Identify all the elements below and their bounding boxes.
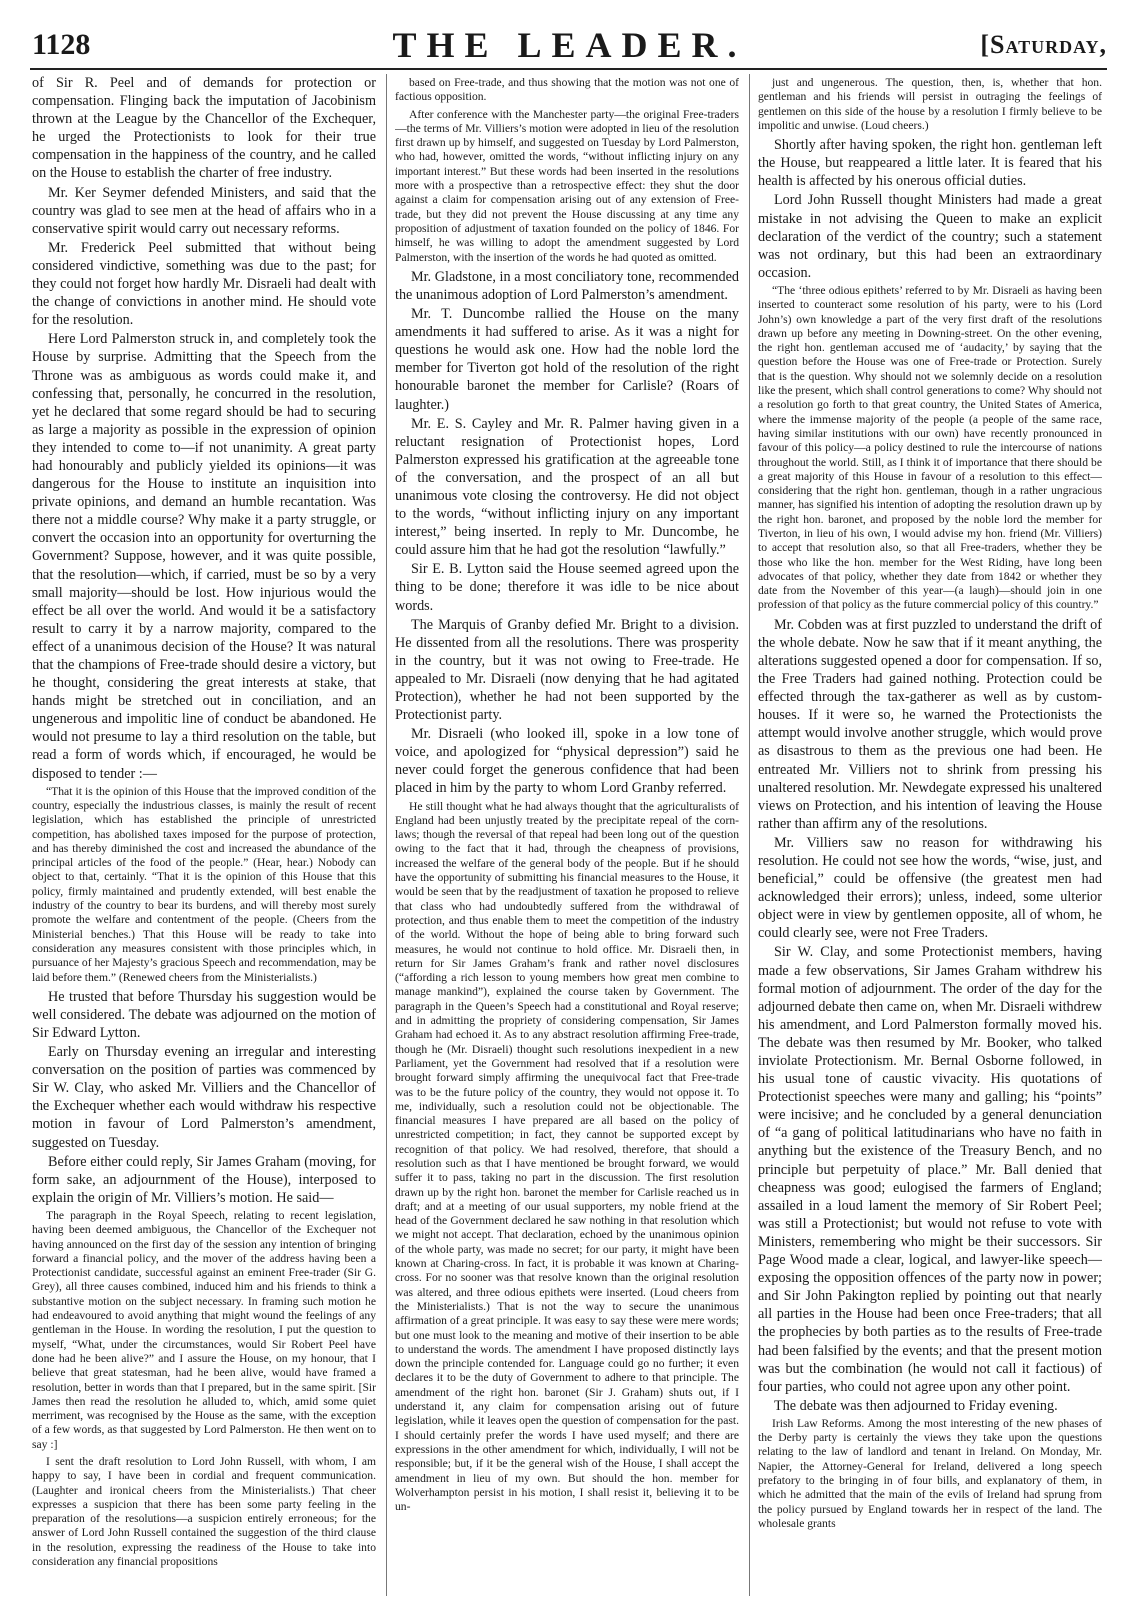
issue-day: [Saturday, bbox=[980, 30, 1107, 59]
article-paragraph: Before either could reply, Sir James Graham (moving, for form sake, an adjournment of the House), interposed to explain the origin of Mr. Villiers’s motion. He said— bbox=[32, 1153, 376, 1206]
article-paragraph: He trusted that before Thursday his suggestion would be well considered. The debate was adjourned on the motion of Sir Edward Lytton. bbox=[32, 988, 376, 1041]
article-paragraph: Here Lord Palmerston struck in, and completely took the House by surprise. Admitting that the Speech from the Throne was as ambiguous as words could make it, and confessing that, personally, he concurred in the resolution, yet he declared that some regard should be had to securing as large a majority as possible in the expression of opinion they intended to come to—if not unanimity. A great party had honourably and publicly yielded its opinions—it was dangerous for the House to institute an inquisition into private opinions, and demand an humble recantation. Was there not a middle course? Why make it a party struggle, or convert the occasion into an opportunity for overturning the Government? Suppose, however, and it was quite possible, that the resolution—which, if carried, must be so by a very small majority—should be lost. How injurious would the effect be all over the world. And would it be a satisfactory result to carry it by a narrow majority, compared to the effect of a unanimous decision of the House? It was natural that the champions of Free-trade should desire a victory, but he thought, considering the great interests at stake, that hands might be stretched out in conciliation, and an ungenerous and impolitic line of conduct be abandoned. He would not presume to lay a third resolution on the table, but read a form of words which, if encouraged, he would be disposed to tender :— bbox=[32, 331, 376, 782]
masthead bbox=[32, 24, 1107, 68]
quoted-speech-paragraph: just and ungenerous. The question, then, is, whether that hon. gentleman and his friends will persist in outraging the feelings of gentlemen on this side of the house by a resolution I firmly believe to be impolitic and unwise. (Loud cheers.) bbox=[758, 76, 1102, 132]
article-paragraph: Mr. Cobden was at first puzzled to understand the drift of the whole debate. Now he saw that if it meant anything, the alterations suggested opened a door for compensation. If so, the Free Traders had gained nothing. Protection could be effected through the tax-gatherer as well as by custom-houses. If it were so, he warned the Protectionists the attempt would involve another struggle, which would prove as disastrous to them as the previous one had been. He entreated Mr. Villiers not to shrink from pressing his unaltered resolution. Mr. Newdegate expressed his unaltered views on Protection, and his intention of leaving the House rather than affirm any of the resolutions. bbox=[758, 616, 1102, 832]
column-2 bbox=[395, 74, 739, 1594]
header-rule bbox=[30, 68, 1107, 70]
column-1 bbox=[32, 74, 376, 1594]
quoted-speech-paragraph: He still thought what he had always thought that the agriculturalists of England had been unjustly treated by the precipitate repeal of the corn-laws; though the reversal of that repeal had been long out of the question owing to the fact that it had, through the cheapness of provisions, increased the welfare of the general body of the people. But if he should have the opportunity of submitting his financial measures to the House, it would be seen that by the readjustment of taxation he proposed to relieve that class who had undoubtedly suffered from the withdrawal of protection, and thus enable them to meet the competition of the industry of the world. Without the hope of being able to bring forward such measures, he would not continue to hold office. Mr. Disraeli then, in return for Sir James Graham’s frank and rather novel disclosures (“affording a rich lesson to young members how great men combine to manage mankind”), explained the course taken by Government. The paragraph in the Queen’s Speech had a constitutional and Royal reserve; and in admitting the propriety of considering compensation, Sir James Graham had echoed it. As to any abstract resolution affirming Free-trade, though he (Mr. Disraeli) thought such resolutions inexpedient in a new Parliament, yet the Government had resolved that if a resolution were brought forward simply affirming the unequivocal fact that Free-trade was to be the future policy of the country, they would not oppose it. To me, individually, such a resolution could not be objectionable. The financial measures I have prepared are all based on the policy of unrestricted competition; in fact, they cannot be supported except by recognition of that policy. We had resolved, therefore, that should a resolution such as that I have mentioned be brought forward, we would suffer it to pass, taking no part in the discussion. The first resolution drawn up by the right hon. baronet the member for Carlisle reached us in draft; and at a meeting of our usual supporters, my noble friend at the head of the Government declared he saw nothing in that resolution which we might not accept. That declaration, echoed by the unanimous opinion of the whole party, was made no secret; for our party, it might have been known at Charing-cross. In fact, it is probable it was known at Charing-cross. For no sooner was that resolve known than the original resolution was altered, and three odious epithets were inserted. (Loud cheers from the Ministerialists.) That is not the way to secure the unanimous affirmation of a great principle. It was easy to say these were mere words; but one must look to the meaning and motive of their insertion to be able to understand the words. The amendment I have proposed distinctly lays down the principle contended for. Language could go no further; it even declares it to be the duty of Government to adhere to that principle. The amendment of the right hon. baronet (Sir J. Graham) shuts out, if I understand it, any claim for compensation arising out of future legislation, while it leaves open the question of compensation for the past. I should certainly prefer the words I have used myself; and there are expressions in the other amendment for which, individually, I will not be responsible; but, if it be the general wish of the House, I shall accept the amendment in lieu of my own. But should the hon. member for Wolverhampton persist in his motion, I shall resist it, believing it to be un- bbox=[395, 799, 739, 1514]
article-paragraph: Early on Thursday evening an irregular and interesting conversation on the position of parties was commenced by Sir W. Clay, who asked Mr. Villiers and the Chancellor of the Exchequer whether each would withdraw his respective motion in favour of Lord Palmerston’s amendment, suggested on Tuesday. bbox=[32, 1044, 376, 1151]
article-paragraph: Mr. E. S. Cayley and Mr. R. Palmer having given in a reluctant resignation of Protectionist hopes, Lord Palmerston expressed his gratification at the agreeable tone of the conversation, and the prospect of an all but unanimous vote closing the controversy. He did not object to the words, “without inflicting injury on any important interest,” being inserted. In reply to Mr. Duncombe, he could assure him that he had got the resolution “lawfully.” bbox=[395, 415, 739, 559]
quoted-speech-paragraph: I sent the draft resolution to Lord John Russell, with whom, I am happy to say, I have been in cordial and frequent communication. (Laughter and ironical cheers from the Ministerialists.) That cheer expresses a suspicion that there has been some party feeling in the preparation of the resolutions—a suspicion entirely erroneous; for the answer of Lord John Russell contained the suggestion of the third clause in the resolution, expressing the readiness of the House to take into consideration any financial propositions bbox=[32, 1454, 376, 1569]
article-paragraph: Mr. Disraeli (who looked ill, spoke in a low tone of voice, and apologized for “physical depression”) said he never could forget the generous confidence that had been placed in him by the party to whom Lord Granby referred. bbox=[395, 726, 739, 797]
quoted-speech-paragraph: The paragraph in the Royal Speech, relating to recent legislation, having been deemed ambiguous, the Chancellor of the Exchequer not having announced on the first day of the session any intention of bringing forward a financial policy, and the mover of the address having been a Protectionist candidate, successful against an eminent Free-trader (Sir G. Grey), all three causes combined, induced him and his friends to think a substantive motion on the subject necessary. In framing such motion he had endeavoured to avoid anything that might wound the feelings of any gentleman in the House. In wording the resolution, I put the question to myself, “What, under the circumstances, would Sir Robert Peel have done had he been alive?” and I assure the House, on my honour, that I believe that great statesman, had he been alive, would have framed a resolution, better in words than that I prepared, but in the same spirit. [Sir James then read the resolution he alluded to, which, amid some quiet merriment, was recognised by the House as the same, with the exception of a few words, as that suggested by Lord Palmerston. He then went on to say :] bbox=[32, 1208, 376, 1451]
quoted-speech-paragraph: After conference with the Manchester party—the original Free-traders—the terms of Mr. Villiers’s motion were adopted in lieu of the resolution first drawn up by himself, and suggested on Tuesday by Lord Palmerston, who had, however, omitted the words, “without inflicting injury on any important interest.” But these words had been inserted in the resolutions more with a prospective than a retrospective effect: they shut the door against a claim for compensation arising out of any extension of Free-trade, but they did not prevent the House discussing at any time any proposition of adjustment of taxation founded on the policy of 1846. For himself, he was willing to adopt the amendment suggested by Lord Palmerston, with the insertion of the words he had quoted as omitted. bbox=[395, 107, 739, 264]
article-paragraph: Mr. T. Duncombe rallied the House on the many amendments it had suffered to arise. As it was a night for questions he would ask one. How had the noble lord the member for Tiverton got hold of the resolution of the right honourable baronet the member for Carlisle? (Roars of laughter.) bbox=[395, 306, 739, 413]
article-paragraph: of Sir R. Peel and of demands for protection or compensation. Flinging back the imputation of Jacobinism thrown at the League by the Chancellor of the Exchequer, he urged the Protectionists to look for their true compensation in the happiness of the country, and he called on the House to establish the charter of free industry. bbox=[32, 75, 376, 182]
article-paragraph: The Marquis of Granby defied Mr. Bright to a division. He dissented from all the resolutions. There was prosperity in the country, but it was not owing to Free-trade. He appealed to Mr. Disraeli (now denying that he had agitated Protection), whether he had not been supported by the Protectionist party. bbox=[395, 616, 739, 724]
quoted-speech-paragraph: “The ‘three odious epithets’ referred to by Mr. Disraeli as having been inserted to counteract some resolution of his party, were to his (Lord John’s) own knowledge a part of the very first draft of the resolutions drawn up before any meeting in Downing-street. On the other evening, the right hon. gentleman accused me of ‘audacity,’ by saying that the question before the House was one of Free-trade or Protection. Surely that is the question. Why should not we solemnly decide on a resolution like the present, which shall control generations to come? Why should not a resolution go forth to that great country, the United States of America, where the immense majority of the people (a people of the same race, having similar institutions with our own) have recently pronounced in favour of this policy—a policy destined to rule the intercourse of nations throughout the world. Still, as I think it of importance that there should be a great majority of this House in favour of a resolution to this effect—considering that the right hon. gentleman, though in a rather ungracious manner, has signified his intention of adopting the resolution drawn up by the right hon. baronet, and proposed by the noble lord the member for Tiverton, in lieu of his own, I would advise my hon. friend (Mr. Villiers) to accept that resolution also, so that all Free-traders, whether they be those who like the hon. member for the West Riding, have long been advocates of that policy, whether they date from 1842 or whether they date from the November of this year—(a laugh)—should join in one profession of that policy as the future commercial policy of this country.” bbox=[758, 283, 1102, 612]
quoted-speech-paragraph: based on Free-trade, and thus showing that the motion was not one of factious opposition. bbox=[395, 76, 739, 104]
column-3 bbox=[758, 74, 1102, 1594]
paper-title: THE LEADER. bbox=[392, 25, 747, 65]
article-paragraph: Sir W. Clay, and some Protectionist members, having made a few observations, Sir James Graham withdrew his formal motion of adjournment. The order of the day for the adjourned debate then came on, when Mr. Disraeli withdrew his amendment, and Lord Palmerston formally moved his. The debate was then resumed by Mr. Booker, who talked inviolate Protectionism. Mr. Bernal Osborne followed, in his usual tone of caustic vivacity. His quotations of Protectionist speeches were many and galling; his “points” were incisive; and he concluded by a general denunciation of “a gang of political latitudinarians who have no faith in anything but the existence of the Treasury Bench, and no principle but perpetuity of place.” Mr. Ball denied that cheapness was good; eulogised the farmers of England; assailed in a loud lament the memory of Sir Robert Peel; was still a Protectionist; but would not refuse to vote with Ministers, remembering who might be their successors. Sir Page Wood made a clear, logical, and lawyer-like speech—exposing the opposition offences of the party now in power; and Sir John Pakington replied by pointing out that nearly all parties in the House had been once Free-traders; that all the prophecies by both parties as to the results of Free-trade had been falsified by the events; and that the present motion was but the combination (he would not call it factious) of four parties, who could not agree upon any other point. bbox=[758, 944, 1102, 1395]
article-paragraph: Lord John Russell thought Ministers had made a great mistake in not advising the Queen to make an explicit declaration of the verdict of the country; such a statement was not ordinary, but this had been an extraordinary occasion. bbox=[758, 192, 1102, 281]
article-paragraph: Sir E. B. Lytton said the House seemed agreed upon the thing to be done; therefore it was idle to be nice about words. bbox=[395, 561, 739, 614]
article-paragraph: Mr. Frederick Peel submitted that without being considered vindictive, something was due to the past; for they could not forget how hardly Mr. Disraeli had dealt with the change of convictions in another mind. He should vote for the resolution. bbox=[32, 239, 376, 329]
article-paragraph: Shortly after having spoken, the right hon. gentleman left the House, but reappeared a little later. It is feared that his health is affected by his onerous official duties. bbox=[758, 137, 1102, 190]
quoted-speech-paragraph: Irish Law Reforms. Among the most interesting of the new phases of the Derby party is certainly the views they take upon the questions relating to the law of landlord and tenant in Ireland. On Monday, Mr. Napier, the Attorney-General for Ireland, delivered a long speech prefatory to the bringing in of four bills, and explanatory of them, in which he admitted that the main of the evils of Ireland had sprung from the policy pursued by England towards her in respect of the land. The wholesale grants bbox=[758, 1416, 1102, 1530]
column-divider bbox=[386, 74, 387, 1596]
article-paragraph: The debate was then adjourned to Friday evening. bbox=[774, 1397, 1058, 1414]
page-number: 1128 bbox=[32, 28, 91, 61]
article-paragraph: Mr. Ker Seymer defended Ministers, and said that the country was glad to see men at the head of affairs who in a conservative spirit would carry out necessary reforms. bbox=[32, 184, 376, 237]
quoted-speech-paragraph: “That it is the opinion of this House that the improved condition of the country, especially the industrious classes, is mainly the result of recent legislation, which has established the principle of unrestricted competition, has abolished taxes imposed for the purpose of protection, and has thereby diminished the cost and increased the abundance of the principal articles of the food of the people.” (Hear, hear.) Nobody can object to that, certainly. “That it is the opinion of this House that this policy, firmly maintained and prudently extended, will best enable the industry of the country to bear its burdens, and will thereby most surely promote the welfare and contentment of the people. (Cheers from the Ministerial benches.) That this House will be ready to take into consideration any measures consistent with those principles which, in pursuance of her Majesty’s gracious Speech and recommendation, may be laid before them.” (Renewed cheers from the Ministerialists.) bbox=[32, 784, 376, 984]
column-divider bbox=[749, 74, 750, 1596]
article-paragraph: Mr. Gladstone, in a most conciliatory tone, recommended the unanimous adoption of Lord Palmerston’s amendment. bbox=[395, 268, 739, 303]
article-paragraph: Mr. Villiers saw no reason for withdrawing his resolution. He could not see how the words, “wise, just, and beneficial,” could be offensive (the greatest men had acknowledged their errors); unless, indeed, some ulterior object were in view by gentlemen opposite, all of whom, he could clearly see, were not Free Traders. bbox=[758, 834, 1102, 942]
